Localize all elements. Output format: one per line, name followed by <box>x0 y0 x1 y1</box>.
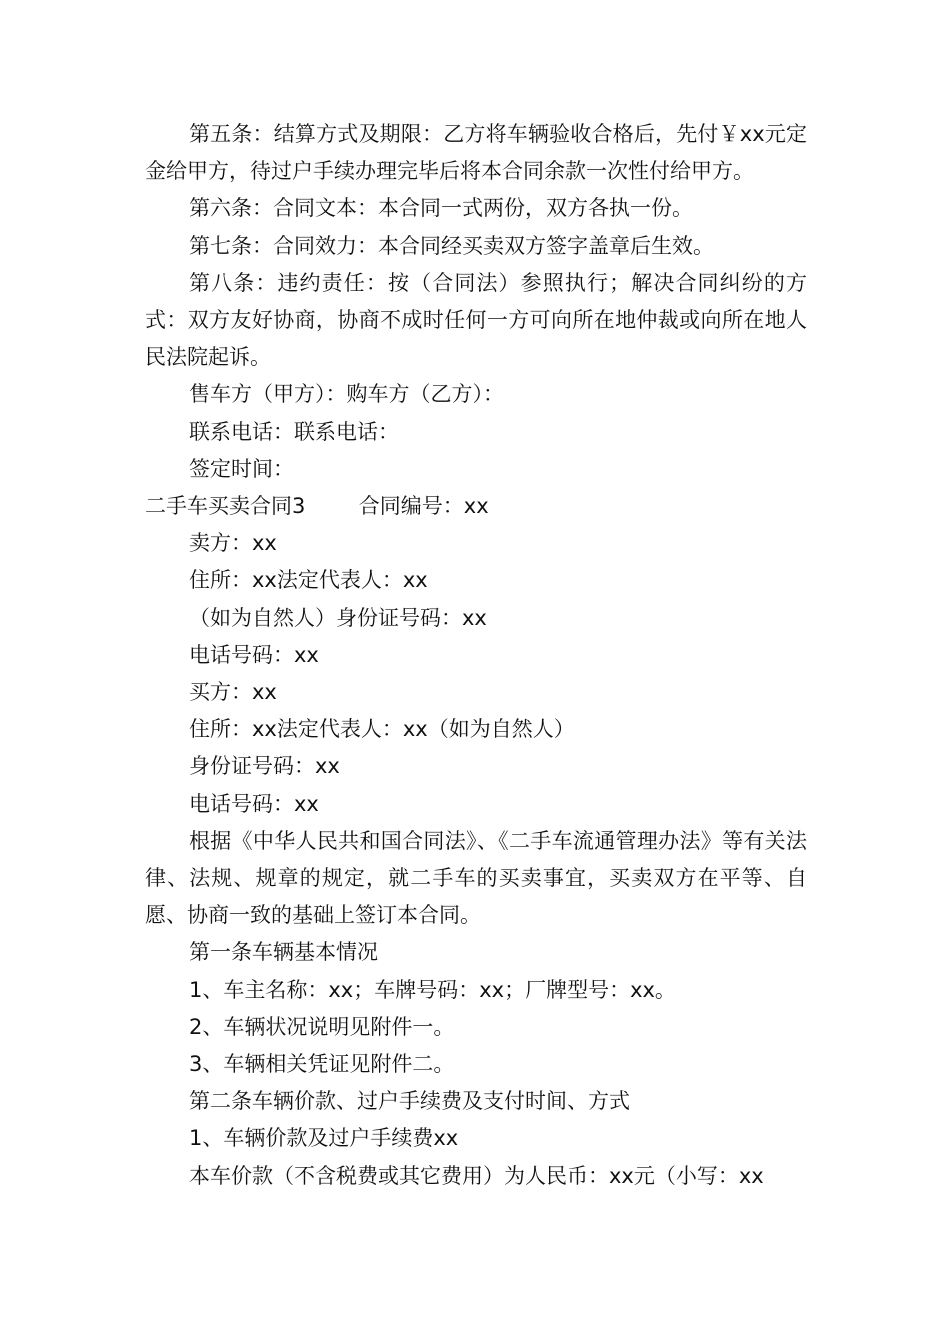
paragraph-seller-address: 住所：xx法定代表人：xx <box>189 568 428 593</box>
paragraph-article-1-item-2: 2、车辆状况说明见附件一。 <box>189 1014 455 1039</box>
paragraph-article-7: 第七条：合同效力：本合同经买卖双方签字盖章后生效。 <box>189 233 714 258</box>
paragraph-sign-date: 签定时间： <box>189 456 294 481</box>
paragraph-article-1-item-1: 1、车主名称：xx；车牌号码：xx；厂牌型号：xx。 <box>189 977 676 1002</box>
paragraph-price: 本车价款（不含税费或其它费用）为人民币：xx元（小写：xx <box>189 1163 764 1188</box>
paragraph-article-5: 第五条：结算方式及期限：乙方将车辆验收合格后，先付￥xx元定金给甲方，待过户手续办理完毕后将本合同余款一次性付给甲方。 <box>145 122 807 184</box>
paragraph-article-6: 第六条：合同文本：本合同一式两份，双方各执一份。 <box>189 196 693 221</box>
paragraph-article-2-title: 第二条车辆价款、过户手续费及支付时间、方式 <box>189 1089 630 1114</box>
paragraph-seller-phone: 电话号码：xx <box>189 642 319 667</box>
paragraph-buyer: 买方：xx <box>189 680 277 705</box>
paragraph-preamble: 根据《中华人民共和国合同法》、《二手车流通管理办法》等有关法律、法规、规章的规定，就二手车的买卖事宜，买卖双方在平等、自愿、协商一致的基础上签订本合同。 <box>145 828 807 928</box>
document-body <box>145 116 807 1195</box>
paragraph-seller-id: （如为自然人）身份证号码：xx <box>189 605 487 630</box>
paragraph-article-1-item-3: 3、车辆相关凭证见附件二。 <box>189 1052 455 1077</box>
paragraph-article-8: 第八条：违约责任：按（合同法）参照执行；解决合同纠纷的方式：双方友好协商，协商不成时任何一方可向所在地仲裁或向所在地人民法院起诉。 <box>145 270 807 370</box>
paragraph-buyer-id: 身份证号码：xx <box>189 754 340 779</box>
paragraph-article-1-title: 第一条车辆基本情况 <box>189 940 378 965</box>
paragraph-buyer-phone: 电话号码：xx <box>189 791 319 816</box>
paragraph-seller: 卖方：xx <box>189 531 277 556</box>
paragraph-article-2-item-1: 1、车辆价款及过户手续费xx <box>189 1126 459 1151</box>
paragraph-phones: 联系电话：联系电话： <box>189 419 399 444</box>
contract-heading: 二手车买卖合同3 合同编号：xx <box>145 494 489 519</box>
paragraph-parties: 售车方（甲方）：购车方（乙方）： <box>189 382 504 407</box>
paragraph-buyer-address: 住所：xx法定代表人：xx（如为自然人） <box>189 717 575 742</box>
